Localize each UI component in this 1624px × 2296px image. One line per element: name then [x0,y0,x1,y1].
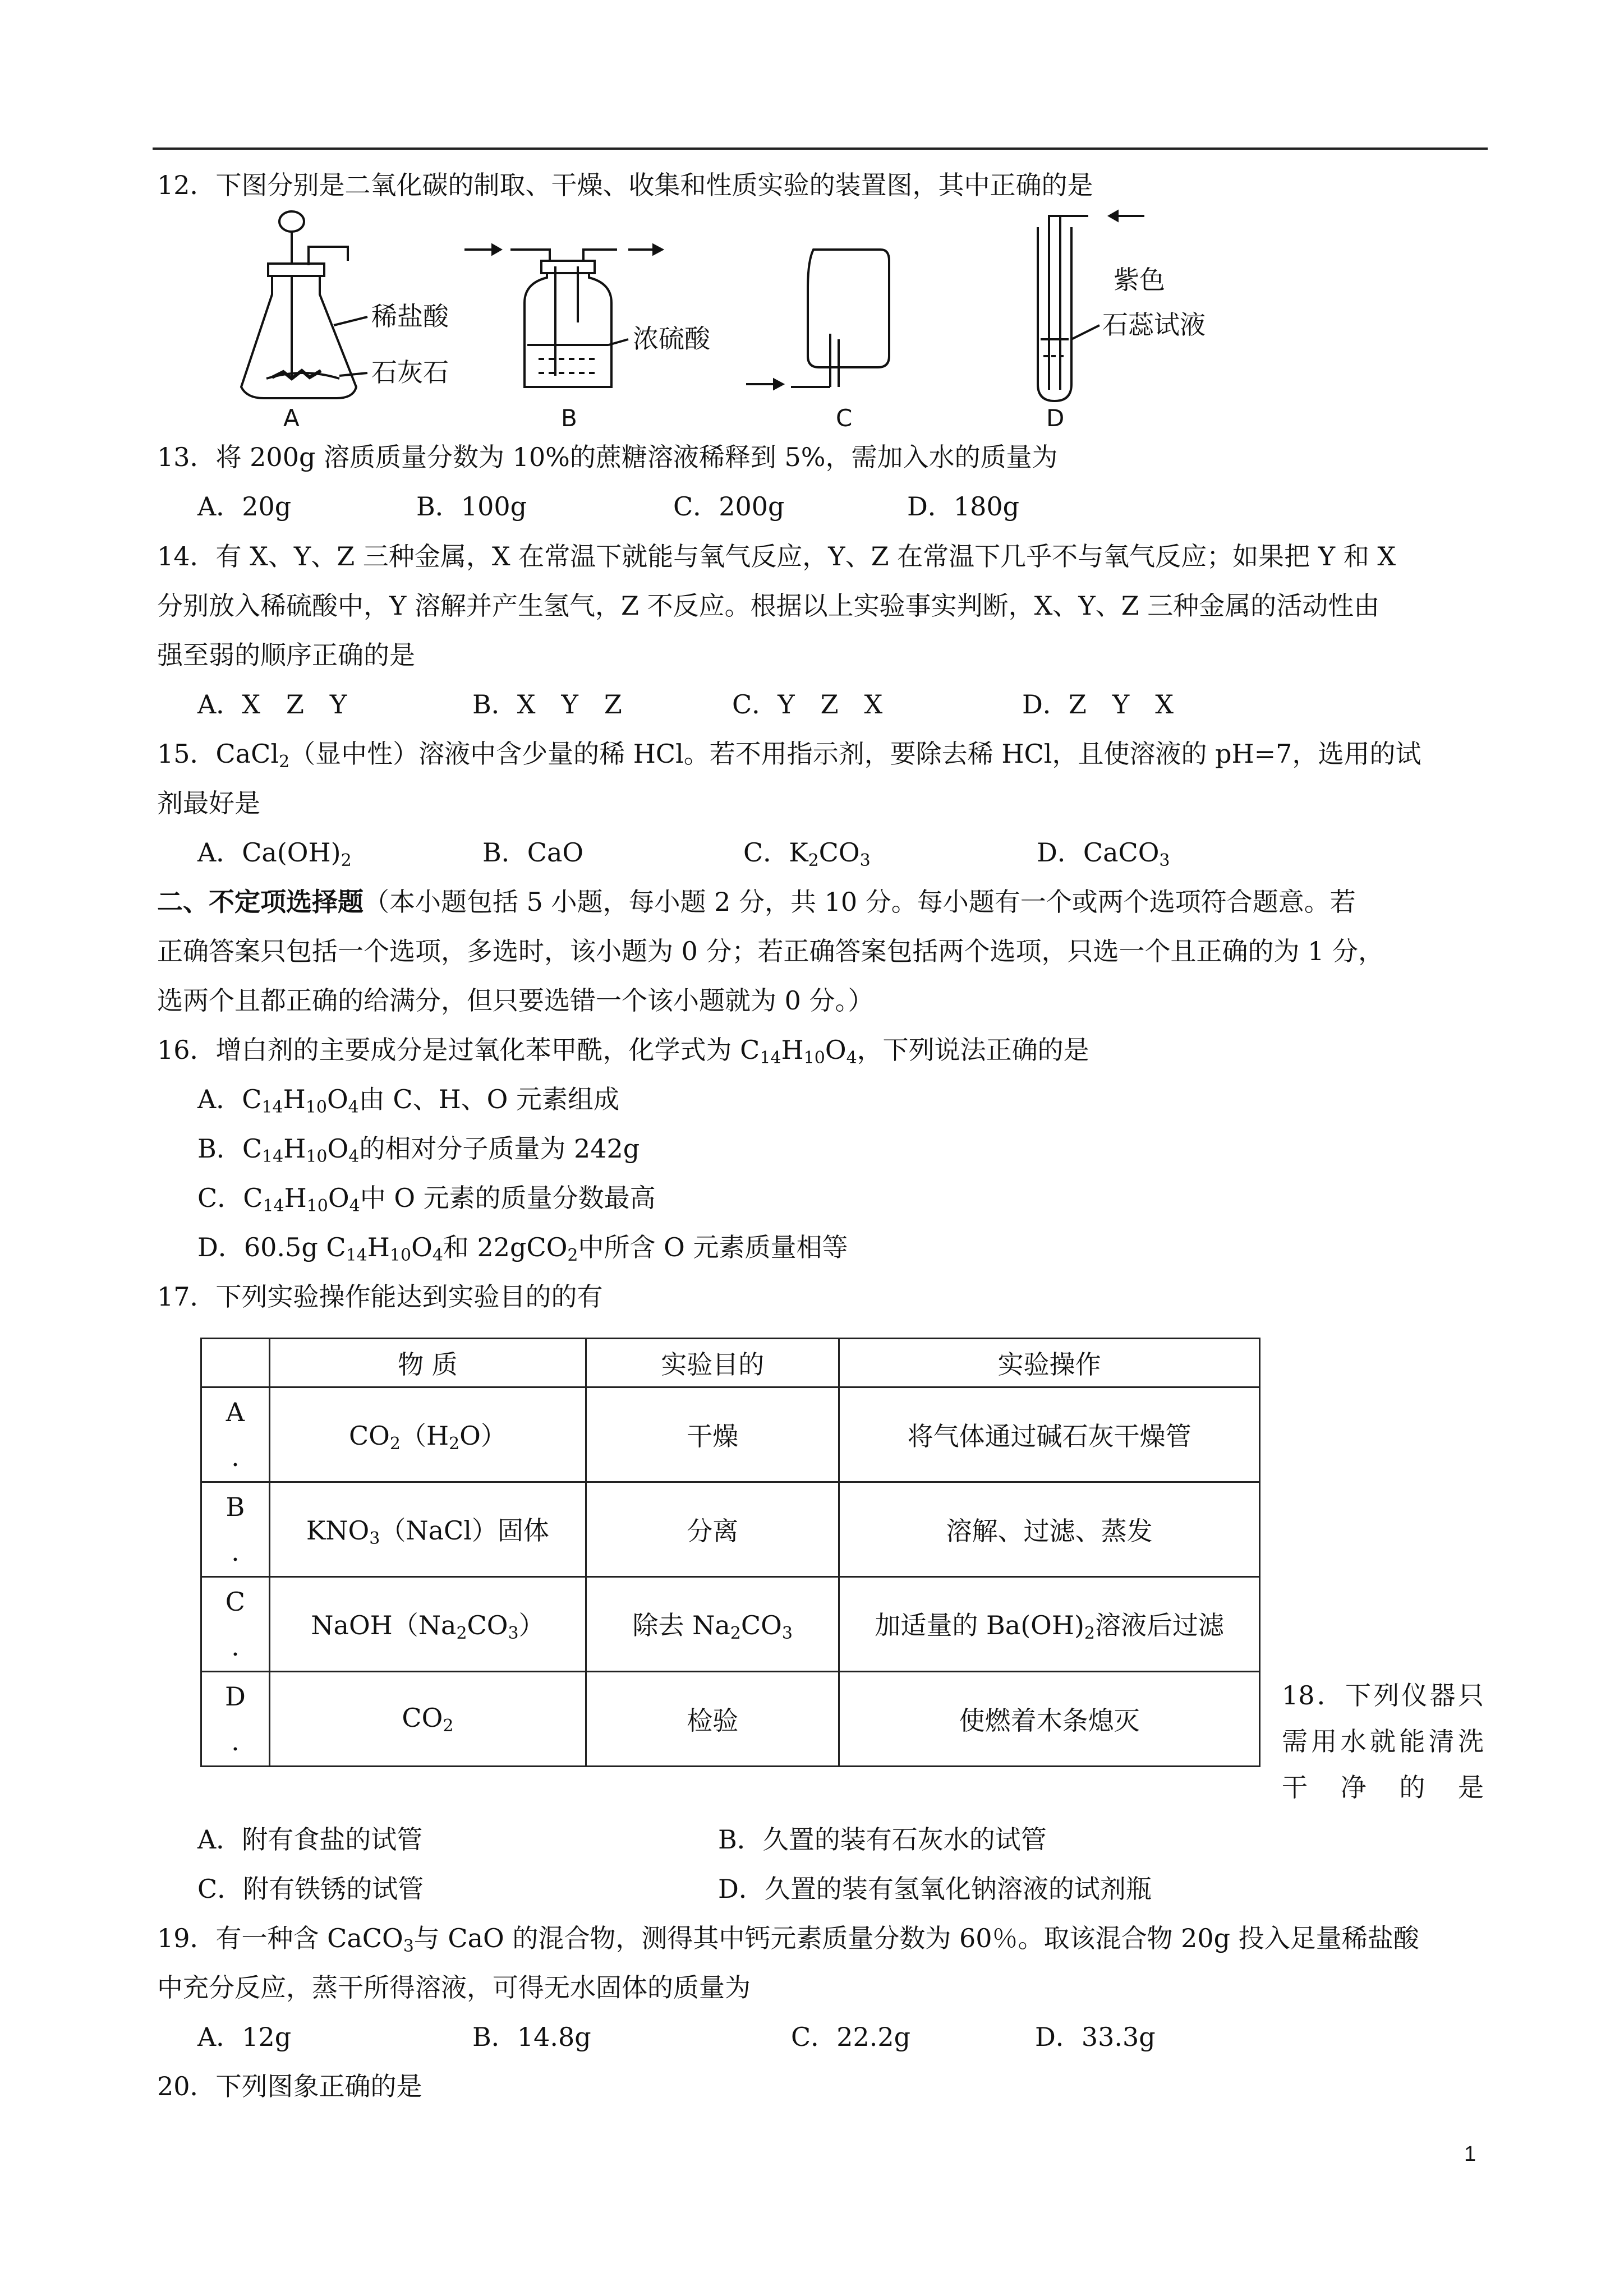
substance-text-b: （NaCl）固体 [380,1515,549,1546]
q16-sub-h: 10 [803,1048,825,1068]
substance-text: CO [348,1421,390,1451]
table-row [201,1577,1260,1672]
row-goal: 分离 [586,1482,839,1577]
q19-sub: 3 [403,1937,414,1956]
q14-option-a: A．X Z Y [197,689,347,720]
label-litmus: 石蕊试液 [1102,310,1206,340]
q13-option-c: C．200g [673,491,785,522]
question-15-line-2: 剂最好是 [157,788,260,818]
row-substance [269,1482,586,1577]
q19-text-a: 19．有一种含 CaCO [157,1923,403,1953]
q16-d-sub-c: 14 [346,1246,367,1265]
substance-text: NaOH（Na [311,1610,457,1640]
co2-apparatus-figure [224,205,1234,429]
q16-c-sub-o: 4 [349,1196,360,1216]
q16-d-rest: 中所含 O 元素质量相等 [578,1232,848,1262]
op-text-b: 溶液后过滤 [1095,1610,1225,1640]
question-14-line-1: 14．有 X、Y、Z 三种金属，X 在常温下就能与氧气反应，Y、Z 在常温下几乎不与氧气反应；如果把 Y 和 X [157,541,1396,571]
label-purple: 紫色 [1114,265,1165,295]
apparatus-b [510,250,628,387]
q16-a-rest: 由 C、H、O 元素组成 [358,1084,620,1114]
row-letter-dot: . [231,1726,240,1756]
page-number: 1 [1464,2142,1476,2166]
q13-option-a: A．20g [197,491,292,522]
q14-option-d: D．Z Y X [1022,689,1174,720]
substance-sub-2: 3 [508,1624,519,1643]
q15-sub: 2 [279,752,290,772]
substance-sub: 2 [443,1716,454,1736]
q15-opt-c-text-b: CO [818,837,860,868]
q16-prefix-b: B． [197,1133,242,1164]
row-letter [201,1577,270,1672]
substance-text-b: （H [400,1421,449,1451]
q15-opt-c-sub2: 3 [859,851,871,870]
experiment-table [200,1338,1260,1767]
label-b: B [561,404,577,429]
question-14-line-2: 分别放入稀硫酸中，Y 溶解并产生氢气，Z 不反应。根据以上实验事实判断，X、Y、Z 三种金属的活动性由 [157,591,1380,621]
row-letter-text: B [226,1492,245,1522]
q16-prefix-a: A． [197,1084,242,1114]
substance-sub-2: 2 [449,1434,460,1454]
label-d: D [1046,404,1065,429]
table-header-substance: 物 质 [269,1339,586,1387]
row-goal: 检验 [586,1672,839,1767]
q16-b-sub-o: 4 [348,1147,360,1167]
row-operation [839,1577,1260,1672]
q16-option-d: D．60.5g $C_{14}H_{10}O_4$和 22gCO$_2$中所含 O 元素质量相等 [197,1232,848,1265]
row-substance [269,1672,586,1767]
row-letter [201,1482,270,1577]
q16-d-sub: 2 [567,1246,578,1265]
q16-a-sub-c: 14 [261,1098,283,1117]
substance-text-c: O） [459,1421,507,1451]
row-letter-dot: . [231,1631,240,1662]
section-2-intro: （本小题包括 5 小题，每小题 2 分，共 10 分。每小题有一个或两个选项符合题意。若 [364,887,1356,917]
q13-option-d: D．180g [907,491,1020,522]
q18-option-b: B．久置的装有石灰水的试管 [718,1824,1047,1855]
q15-opt-c-sub1: 2 [808,851,819,870]
row-letter-text: C [225,1587,245,1617]
label-limestone: 石灰石 [371,357,449,388]
table-header-goal: 实验目的 [586,1339,839,1387]
question-20: 20．下列图象正确的是 [157,2071,422,2101]
q16-a-sub-h: 10 [305,1098,327,1117]
question-14-line-3: 强至弱的顺序正确的是 [157,640,415,670]
q19-option-c: C．22.2g [791,2022,911,2052]
row-letter [201,1672,270,1767]
q19-option-d: D．33.3g [1035,2022,1156,2052]
row-letter-text: D [224,1681,246,1712]
table-row [201,1387,1260,1482]
substance-text: CO [402,1702,443,1733]
q18-option-d: D．久置的装有氢氧化钠溶液的试剂瓶 [718,1874,1152,1904]
substance-text-b: CO [467,1610,508,1640]
label-dilute-hcl: 稀盐酸 [371,301,449,331]
q15-option-c [743,836,871,878]
q16-d-sub-o: 4 [432,1246,443,1265]
q16-text-a: 16．增白剂的主要成分是过氧化苯甲酰，化学式为 C [157,1035,760,1065]
section-2-heading: 二、不定项选择题 [157,887,364,917]
question-19-line-1 [157,1921,1419,1963]
goal-text: 除去 Na [632,1610,730,1640]
q15-opt-a-text: A．Ca(OH) [197,837,341,868]
substance-text: KNO [306,1515,370,1546]
q16-d-mid: 和 22gCO [443,1232,568,1262]
q16-option-c: C．$C_{14}H_{10}O_4$中 O 元素的质量分数最高 [197,1183,656,1216]
q15-opt-d-sub: 3 [1159,851,1170,870]
row-substance [269,1577,586,1672]
question-18: 18．下列仪器只需用水就能清洗干净的是 [1282,1680,1484,1802]
row-goal: 干燥 [586,1387,839,1482]
substance-text-c: ） [518,1610,545,1640]
table-header-operation: 实验操作 [839,1339,1260,1387]
q14-option-b: B．X Y Z [472,689,622,720]
row-letter [201,1387,270,1482]
q16-option-a: A．$C_{14}H_{10}O_4$由 C、H、O 元素组成 [197,1084,620,1117]
q16-sub-o: 4 [846,1048,857,1068]
q16-c-sub-c: 14 [263,1196,284,1216]
substance-sub: 3 [369,1529,380,1548]
section-2-line-2: 正确答案只包括一个选项，多选时，该小题为 0 分；若正确答案包括两个选项，只选一个且正确的为 1 分， [157,936,1384,966]
goal-sub-2: 3 [781,1624,793,1643]
row-letter-dot: . [231,1442,240,1472]
q16-b-rest: 的相对分子质量为 242g [359,1133,640,1164]
q19-option-a: A．12g [197,2022,292,2052]
row-letter-text: A [226,1397,245,1427]
q15-opt-c-text: C．K [743,837,808,868]
section-2-line-1 [157,885,1356,919]
table-header-row [201,1339,1260,1387]
section-2-line-3: 选两个且都正确的给满分，但只要选错一个该小题就为 0 分。） [157,985,874,1016]
row-operation: 使燃着木条熄灭 [839,1672,1260,1767]
q15-option-a [197,836,352,878]
q16-sub-c: 14 [760,1048,781,1068]
q15-text-a: 15．CaCl [157,739,279,769]
question-16: 16．增白剂的主要成分是过氧化苯甲酰，化学式为 $C_{14}H_{10}O_4$，下列说法正确的是 [157,1035,1089,1068]
q16-b-sub-h: 10 [306,1147,328,1167]
q16-c-rest: 中 O 元素的质量分数最高 [360,1183,656,1213]
apparatus-d [1038,211,1144,401]
op-sub: 2 [1084,1624,1096,1643]
question-13: 13．将 200g 溶质质量分数为 10%的蔗糖溶液稀释到 5%，需加入水的质量为 [157,442,1058,472]
question-12: 12．下图分别是二氧化碳的制取、干燥、收集和性质实验的装置图，其中正确的是 [157,170,1093,200]
q16-prefix-c: C． [197,1183,243,1213]
header-rule [153,147,1488,150]
row-letter-dot: . [231,1537,240,1567]
table-row [201,1482,1260,1577]
op-text: 加适量的 Ba(OH) [875,1610,1084,1640]
substance-sub: 2 [456,1624,467,1643]
question-15-line-1 [157,737,1421,779]
q15-option-b: B．CaO [482,837,584,868]
row-operation: 将气体通过碱石灰干燥管 [839,1387,1260,1482]
q18-option-a: A．附有食盐的试管 [197,1824,423,1855]
apparatus-a [241,211,367,398]
q16-option-b: B．$C_{14}H_{10}O_4$的相对分子质量为 242g [197,1133,640,1167]
label-a: A [283,404,300,429]
q16-text-b: ，下列说法正确的是 [857,1035,1089,1065]
q16-c-sub-h: 10 [306,1196,328,1216]
q14-option-c: C．Y Z X [732,689,883,720]
row-operation: 溶解、过滤、蒸发 [839,1482,1260,1577]
substance-sub: 2 [389,1434,401,1454]
q19-option-b: B．14.8g [472,2022,591,2052]
q15-opt-a-sub: 2 [341,851,352,870]
q16-d-sub-h: 10 [389,1246,412,1265]
q16-a-sub-o: 4 [348,1098,359,1117]
row-goal [586,1577,839,1672]
q16-b-sub-c: 14 [262,1147,284,1167]
goal-text-b: CO [740,1610,782,1640]
table-row [201,1672,1260,1767]
label-conc-h2so4: 浓硫酸 [633,324,710,354]
q18-option-c: C．附有铁锈的试管 [197,1874,424,1904]
table-header-blank [201,1339,270,1387]
question-19-line-2: 中充分反应，蒸干所得溶液，可得无水固体的质量为 [157,1972,751,2003]
goal-sub: 2 [730,1624,741,1643]
question-17: 17．下列实验操作能达到实验目的的有 [157,1281,603,1312]
q15-option-d [1037,836,1170,878]
q19-text-b: 与 CaO 的混合物，测得其中钙元素质量分数为 60％。取该混合物 20g 投入足量稀盐酸 [413,1923,1419,1953]
row-substance [269,1387,586,1482]
q15-opt-d-text: D．CaCO [1037,837,1160,868]
label-c: C [836,404,853,429]
q15-text-b: （显中性）溶液中含少量的稀 HCl。若不用指示剂，要除去稀 HCl，且使溶液的 pH=7，选用的试 [289,739,1421,769]
q13-option-b: B．100g [416,491,527,522]
apparatus-c [791,250,889,387]
q16-prefix-d: D． [197,1232,244,1262]
q16-d-pre: 60.5g [243,1232,318,1262]
